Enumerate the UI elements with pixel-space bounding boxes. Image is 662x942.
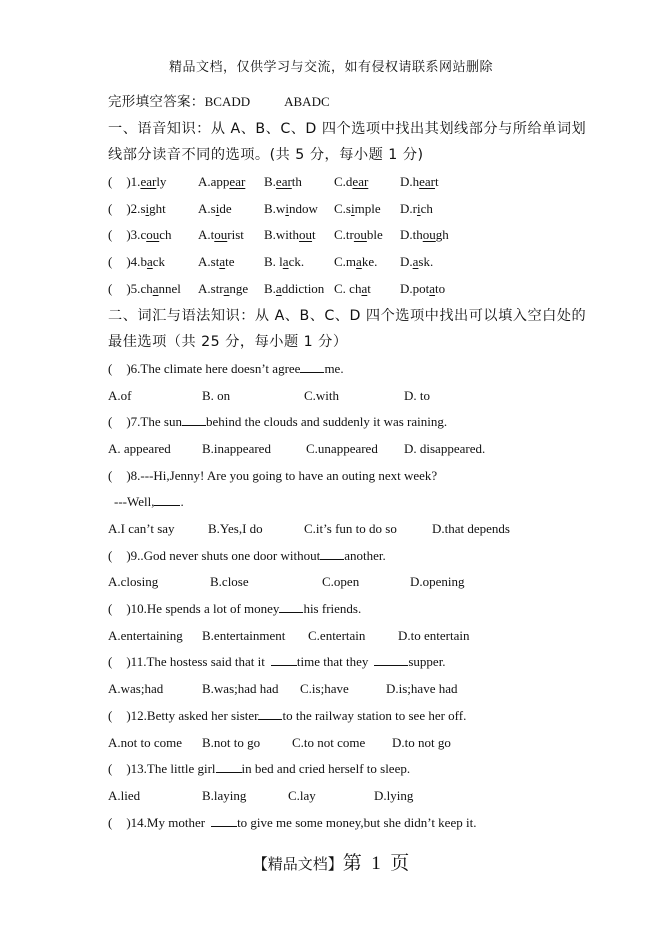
stem-word-end: ly bbox=[156, 174, 167, 190]
option-b: B.inappeared bbox=[202, 440, 271, 456]
question-7-options bbox=[108, 436, 578, 463]
option-c: C.lay bbox=[288, 787, 316, 803]
option-d bbox=[400, 196, 433, 223]
question-6 bbox=[108, 356, 578, 383]
stem-underlined: a bbox=[152, 280, 159, 296]
option-d bbox=[400, 169, 439, 196]
option-c bbox=[334, 276, 400, 303]
option-text: rist bbox=[227, 227, 244, 243]
option-a: A.entertaining bbox=[108, 627, 183, 643]
option-c: C.entertain bbox=[308, 627, 366, 643]
answer-blank bbox=[279, 600, 303, 613]
option-text: th bbox=[291, 174, 302, 190]
option-text: A.st bbox=[198, 254, 220, 270]
question-number: )5. bbox=[126, 280, 141, 296]
stem-word-end: ck bbox=[152, 254, 165, 270]
question-8-reply-text: ---Well, bbox=[114, 494, 155, 510]
option-underlined: ear bbox=[275, 174, 292, 190]
option-text: B. bbox=[264, 280, 276, 296]
option-underlined: ou bbox=[299, 227, 313, 243]
option-text: gh bbox=[435, 227, 449, 243]
option-text: ck. bbox=[288, 254, 305, 270]
question-9 bbox=[108, 543, 578, 570]
answer-line bbox=[108, 89, 578, 116]
option-a bbox=[198, 196, 264, 223]
question-10-stem: )10.He spends a lot of money bbox=[126, 601, 280, 617]
option-a: A.of bbox=[108, 387, 132, 403]
phonetic-stem bbox=[108, 276, 198, 303]
question-8-reply bbox=[108, 489, 578, 516]
option-text: te bbox=[225, 254, 235, 270]
question-14-stem-end: to give me some money,but she didn’t keep it. bbox=[237, 814, 477, 830]
section1-title-1: 一、语音知识：从 A、B、C、D 四个选项中找出其划线部分与所给单词划 bbox=[108, 120, 587, 137]
stem-underlined: i bbox=[145, 200, 150, 216]
option-d: D.is;have had bbox=[386, 681, 458, 697]
section2-title-1: 二、词汇与语法知识：从 A、B、C、D 四个选项中找出可以填入空白处的 bbox=[108, 307, 587, 324]
option-c bbox=[334, 196, 400, 223]
question-12-options bbox=[108, 730, 578, 757]
option-a: A.I can’t say bbox=[108, 521, 175, 536]
answer-paren: ( bbox=[108, 280, 113, 296]
option-a: A.lied bbox=[108, 787, 141, 803]
answer-blank bbox=[182, 413, 206, 426]
option-text: t bbox=[435, 174, 439, 190]
option-text: D. bbox=[400, 254, 413, 270]
section1-title-2: 线部分读音不同的选项。(共 5 分，每小题 1 分) bbox=[108, 147, 424, 164]
option-text: A.str bbox=[198, 280, 224, 296]
option-underlined: a bbox=[282, 254, 289, 270]
question-12-stem: )12.Betty asked her sister bbox=[126, 707, 259, 723]
phonetic-item bbox=[108, 196, 578, 223]
option-underlined: ear bbox=[419, 174, 436, 190]
answer-group-1: BCADD bbox=[204, 94, 251, 109]
option-text: C.d bbox=[334, 174, 353, 190]
option-b bbox=[264, 276, 334, 303]
option-text: C.m bbox=[334, 254, 357, 270]
answer-paren: ( bbox=[108, 707, 113, 723]
question-number: )3. bbox=[126, 227, 141, 243]
question-11-stem-mid: time that they bbox=[296, 654, 369, 670]
option-b: B.was;had had bbox=[202, 681, 279, 697]
question-6-stem-end: me. bbox=[324, 360, 344, 376]
question-10-options bbox=[108, 623, 578, 650]
option-text: D.th bbox=[400, 227, 423, 243]
answer-paren: ( bbox=[108, 254, 113, 270]
option-b: B.close bbox=[210, 574, 249, 590]
question-8 bbox=[108, 463, 578, 490]
answer-group-2: ABADC bbox=[284, 94, 330, 109]
option-underlined: ear bbox=[352, 174, 369, 190]
phonetic-item bbox=[108, 249, 578, 276]
answer-blank bbox=[374, 653, 408, 666]
answer-paren: ( bbox=[108, 547, 113, 563]
answer-blank bbox=[211, 814, 237, 827]
phonetic-stem bbox=[108, 249, 198, 276]
question-12 bbox=[108, 703, 578, 730]
phonetic-stem bbox=[108, 222, 198, 249]
option-text: A.s bbox=[198, 200, 216, 216]
phonetic-item bbox=[108, 222, 578, 249]
option-underlined: a bbox=[223, 280, 230, 296]
option-d: D.to entertain bbox=[398, 627, 470, 643]
option-underlined: a bbox=[361, 280, 368, 296]
option-d: D.that depends bbox=[432, 521, 510, 536]
option-text: C. ch bbox=[334, 280, 362, 296]
option-underlined: i bbox=[285, 200, 289, 216]
stem-underlined: ou bbox=[146, 227, 160, 243]
document-body bbox=[108, 89, 587, 836]
option-b bbox=[264, 169, 334, 196]
answer-paren: ( bbox=[108, 227, 113, 243]
option-d: D.lying bbox=[374, 787, 414, 803]
question-11-stem-end: supper. bbox=[408, 654, 446, 670]
question-8-stem: )8.---Hi,Jenny! Are you going to have an outing next week? bbox=[126, 467, 438, 483]
section2-title-2: 最佳选项（共 25 分，每小题 1 分） bbox=[108, 334, 348, 351]
option-underlined: a bbox=[429, 280, 436, 296]
option-b bbox=[264, 249, 334, 276]
option-c: C.open bbox=[322, 574, 360, 590]
option-text: C.tr bbox=[334, 227, 354, 243]
option-underlined: a bbox=[356, 254, 362, 270]
option-underlined: ear bbox=[229, 174, 246, 190]
question-13-stem-end: in bed and cried herself to sleep. bbox=[241, 761, 411, 777]
option-b: B.Yes,I do bbox=[208, 521, 263, 536]
option-text: ddiction bbox=[281, 280, 325, 296]
phonetic-stem bbox=[108, 196, 198, 223]
option-text: de bbox=[219, 200, 232, 216]
option-a bbox=[198, 222, 264, 249]
question-12-stem-end: to the railway station to see her off. bbox=[282, 707, 467, 723]
option-underlined: a bbox=[412, 254, 419, 270]
option-text: sk. bbox=[418, 254, 434, 270]
answer-paren: ( bbox=[108, 814, 113, 830]
question-9-options bbox=[108, 569, 578, 596]
question-6-stem: )6.The climate here doesn’t agree bbox=[126, 360, 301, 376]
answer-paren: ( bbox=[108, 601, 113, 617]
watermark-header: 精品文档，仅供学习与交流，如有侵权请联系网站删除 bbox=[168, 60, 493, 75]
option-b: B. on bbox=[202, 387, 231, 403]
answer-blank bbox=[154, 493, 180, 506]
option-a: A.closing bbox=[108, 574, 159, 590]
option-underlined: ou bbox=[353, 227, 367, 243]
option-a bbox=[198, 249, 264, 276]
option-text: ble bbox=[366, 227, 383, 243]
page-footer bbox=[0, 848, 662, 875]
option-text: A.t bbox=[198, 227, 215, 243]
option-text: ch bbox=[420, 200, 433, 216]
answer-blank bbox=[216, 760, 242, 773]
option-underlined: a bbox=[219, 254, 226, 270]
answer-paren: ( bbox=[108, 174, 113, 190]
option-c bbox=[334, 169, 400, 196]
question-10-stem-end: his friends. bbox=[303, 601, 362, 617]
option-text: t bbox=[367, 280, 371, 296]
option-a bbox=[198, 276, 264, 303]
answer-paren: ( bbox=[108, 414, 113, 430]
question-10 bbox=[108, 596, 578, 623]
option-underlined: ou bbox=[214, 227, 228, 243]
option-text: B. bbox=[264, 174, 276, 190]
option-a bbox=[198, 169, 264, 196]
question-number: )2. bbox=[126, 200, 141, 216]
answer-blank bbox=[300, 360, 324, 373]
option-d: D.opening bbox=[410, 574, 465, 590]
option-text: B. l bbox=[264, 254, 283, 270]
option-d: D. disappeared. bbox=[404, 440, 486, 456]
option-b bbox=[264, 196, 334, 223]
option-b bbox=[264, 222, 334, 249]
option-a: A. appeared bbox=[108, 440, 171, 456]
option-text: B.w bbox=[264, 200, 286, 216]
option-c: C.with bbox=[304, 387, 340, 403]
answer-paren: ( bbox=[108, 360, 113, 376]
answer-blank bbox=[258, 707, 282, 720]
option-text: nge bbox=[229, 280, 249, 296]
option-c: C.it’s fun to do so bbox=[304, 521, 397, 536]
option-text: ke. bbox=[361, 254, 378, 270]
option-b: B.entertainment bbox=[202, 627, 286, 643]
question-9-stem-end: another. bbox=[344, 547, 386, 563]
answer-blank bbox=[320, 547, 344, 560]
stem-word-start: s bbox=[140, 200, 146, 216]
question-13-options bbox=[108, 783, 578, 810]
option-text: C.s bbox=[334, 200, 351, 216]
option-text: to bbox=[435, 280, 446, 296]
answer-paren: ( bbox=[108, 200, 113, 216]
stem-word-end: nnel bbox=[158, 280, 181, 296]
question-8-options bbox=[108, 516, 578, 543]
question-11-stem: )11.The hostess said that it bbox=[126, 654, 265, 670]
option-text: mple bbox=[354, 200, 381, 216]
question-11 bbox=[108, 649, 578, 676]
option-text: t bbox=[312, 227, 316, 243]
stem-word-end: ght bbox=[149, 200, 166, 216]
stem-word-start: ch bbox=[140, 280, 153, 296]
footer-label: 【精品文档】 bbox=[252, 855, 343, 873]
question-11-options bbox=[108, 676, 578, 703]
option-text: B.with bbox=[264, 227, 300, 243]
option-d bbox=[400, 249, 433, 276]
option-text: D.r bbox=[400, 200, 417, 216]
option-c bbox=[334, 222, 400, 249]
option-underlined: i bbox=[215, 200, 220, 216]
option-underlined: i bbox=[416, 200, 421, 216]
option-d: D.to not go bbox=[392, 734, 451, 750]
option-underlined: ou bbox=[422, 227, 436, 243]
option-b: B.not to go bbox=[202, 734, 261, 750]
answer-label: 完形填空答案： bbox=[108, 94, 205, 110]
stem-word-end: ch bbox=[159, 227, 172, 243]
phonetic-item bbox=[108, 169, 578, 196]
option-a: A.not to come bbox=[108, 734, 183, 750]
option-underlined: i bbox=[350, 200, 355, 216]
question-9-stem: )9..God never shuts one door without bbox=[126, 547, 321, 563]
question-7 bbox=[108, 409, 578, 436]
stem-underlined: a bbox=[146, 254, 153, 270]
answer-paren: ( bbox=[108, 761, 113, 777]
option-text: ndow bbox=[288, 200, 318, 216]
phonetic-stem bbox=[108, 169, 198, 196]
option-c: C.to not come bbox=[292, 734, 366, 750]
question-6-options bbox=[108, 383, 578, 410]
question-13-stem: )13.The little girl bbox=[126, 761, 216, 777]
option-c bbox=[334, 249, 400, 276]
answer-paren: ( bbox=[108, 467, 113, 483]
option-underlined: a bbox=[275, 280, 282, 296]
question-14 bbox=[108, 810, 578, 837]
question-number: )1. bbox=[126, 174, 141, 190]
option-text: D.h bbox=[400, 174, 420, 190]
option-d: D. to bbox=[404, 387, 430, 403]
option-b: B.laying bbox=[202, 787, 247, 803]
answer-blank bbox=[271, 653, 297, 666]
option-text: D.pot bbox=[400, 280, 430, 296]
option-d bbox=[400, 222, 449, 249]
page-number: 第 1 页 bbox=[342, 853, 410, 874]
question-13 bbox=[108, 756, 578, 783]
option-d bbox=[400, 276, 445, 303]
answer-paren: ( bbox=[108, 654, 113, 670]
question-14-stem: )14.My mother bbox=[126, 814, 206, 830]
option-c: C.is;have bbox=[300, 681, 349, 697]
stem-word-start: b bbox=[140, 254, 147, 270]
question-7-stem-end: behind the clouds and suddenly it was raining. bbox=[205, 414, 448, 430]
question-number: )4. bbox=[126, 254, 141, 270]
question-8-reply-end: . bbox=[180, 494, 184, 510]
option-a: A.was;had bbox=[108, 681, 164, 697]
phonetic-item bbox=[108, 276, 578, 303]
option-text: A.app bbox=[198, 174, 230, 190]
question-7-stem: )7.The sun bbox=[126, 414, 182, 430]
option-c: C.unappeared bbox=[306, 440, 378, 456]
stem-word-start: c bbox=[140, 227, 147, 243]
stem-underlined: ear bbox=[140, 174, 157, 190]
